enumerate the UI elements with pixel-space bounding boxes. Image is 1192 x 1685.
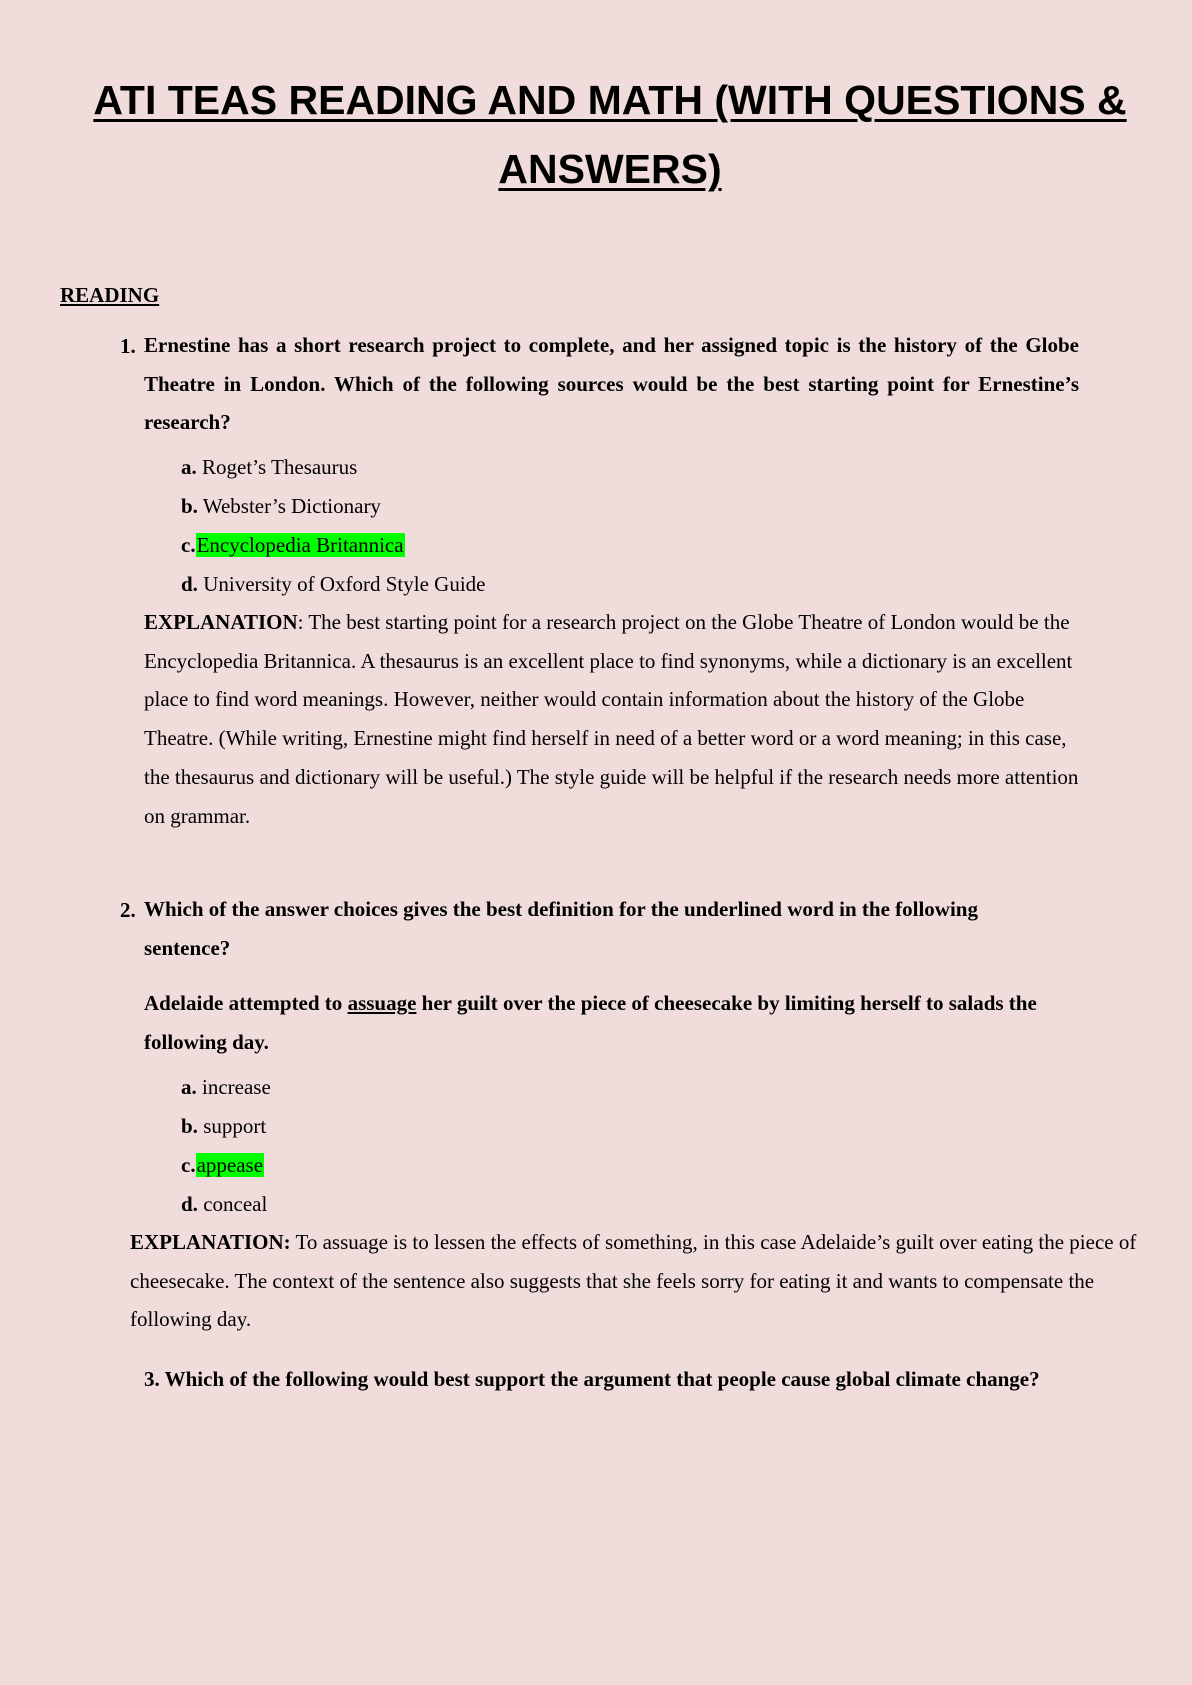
highlighted-answer: Encyclopedia Britannica	[196, 533, 404, 557]
document-title-line-2: ANSWERS)	[498, 146, 722, 192]
explanation-line-3: following day.	[130, 1307, 252, 1332]
question-2-text: Which of the answer choices gives the best definition for the underlined word in the following sentence?	[144, 897, 978, 960]
question-2-sentence	[144, 984, 1079, 1061]
option-text: support	[203, 1114, 267, 1138]
question-1-text: Ernestine has a short research project to complete, and her assigned topic is the history of the Globe Theatre in London. Which of the following sources would be the best starting point for Ernestine’s research?	[144, 333, 1079, 434]
option-letter: d.	[181, 572, 198, 596]
question-2-option-a	[181, 1075, 271, 1099]
option-text: University of Oxford Style Guide	[203, 572, 486, 596]
option-text: Webster’s Dictionary	[202, 494, 381, 518]
option-letter: c.	[181, 533, 196, 557]
explanation-label: EXPLANATION:	[130, 1230, 291, 1254]
option-letter: d.	[181, 1192, 198, 1216]
question-3-text: 3. Which of the following would best support the argument that people cause global climate change?	[144, 1367, 1040, 1391]
question-2-explanation	[130, 1223, 1192, 1339]
sentence-end: her guilt over the piece of cheesecake by limiting herself to salads the following day.	[144, 991, 1037, 1054]
question-1-option-d	[181, 572, 485, 596]
option-letter: b.	[181, 1114, 198, 1138]
document-title-line-1: ATI TEAS READING AND MATH (WITH QUESTIONS &	[93, 77, 1127, 123]
explanation-text: : The best starting point for a research project on the Globe Theatre of London would be the Encyclopedia Britannica. A thesaurus is an excellent place to find synonyms, while a dictionary is an excellent place to find word meanings. However, neither would contain information about the history of the Globe Theatre. (While writing, Ernestine might find herself in need of a better word or a word meaning; in this case, the thesaurus and dictionary will be useful.) The style guide will be helpful if the research needs more attention on grammar.	[144, 610, 1079, 828]
highlighted-answer: appease	[196, 1153, 264, 1177]
option-letter: c.	[181, 1153, 196, 1177]
option-letter: b.	[181, 494, 198, 518]
underlined-word: assuage	[347, 991, 417, 1015]
question-1-option-c-correct	[181, 533, 405, 557]
option-text: Roget’s Thesaurus	[202, 455, 358, 479]
explanation-line-2: cheesecake. The context of the sentence also suggests that she feels sorry for eating it and wants to compensate the	[130, 1268, 1095, 1293]
question-1-option-b	[181, 494, 381, 518]
sentence-start: Adelaide attempted to	[144, 991, 348, 1015]
explanation-line-1	[130, 1223, 1192, 1262]
option-text: increase	[202, 1075, 271, 1099]
explanation-label: EXPLANATION	[144, 610, 298, 634]
explanation-line-1-text: To assuage is to lessen the effects of something, in this case Adelaide’s guilt over eating the piece of	[290, 1230, 1137, 1254]
question-1-number: 1.	[120, 334, 136, 358]
question-2-option-c-correct	[181, 1153, 264, 1177]
question-2-option-d	[181, 1192, 267, 1216]
question-1-option-a	[181, 455, 357, 479]
option-letter: a.	[181, 1075, 197, 1099]
option-text: conceal	[203, 1192, 268, 1216]
option-letter: a.	[181, 455, 197, 479]
question-1-explanation	[144, 603, 1089, 835]
section-heading-reading: READING	[60, 283, 160, 307]
question-2-number: 2.	[120, 898, 136, 922]
question-2-option-b	[181, 1114, 266, 1138]
